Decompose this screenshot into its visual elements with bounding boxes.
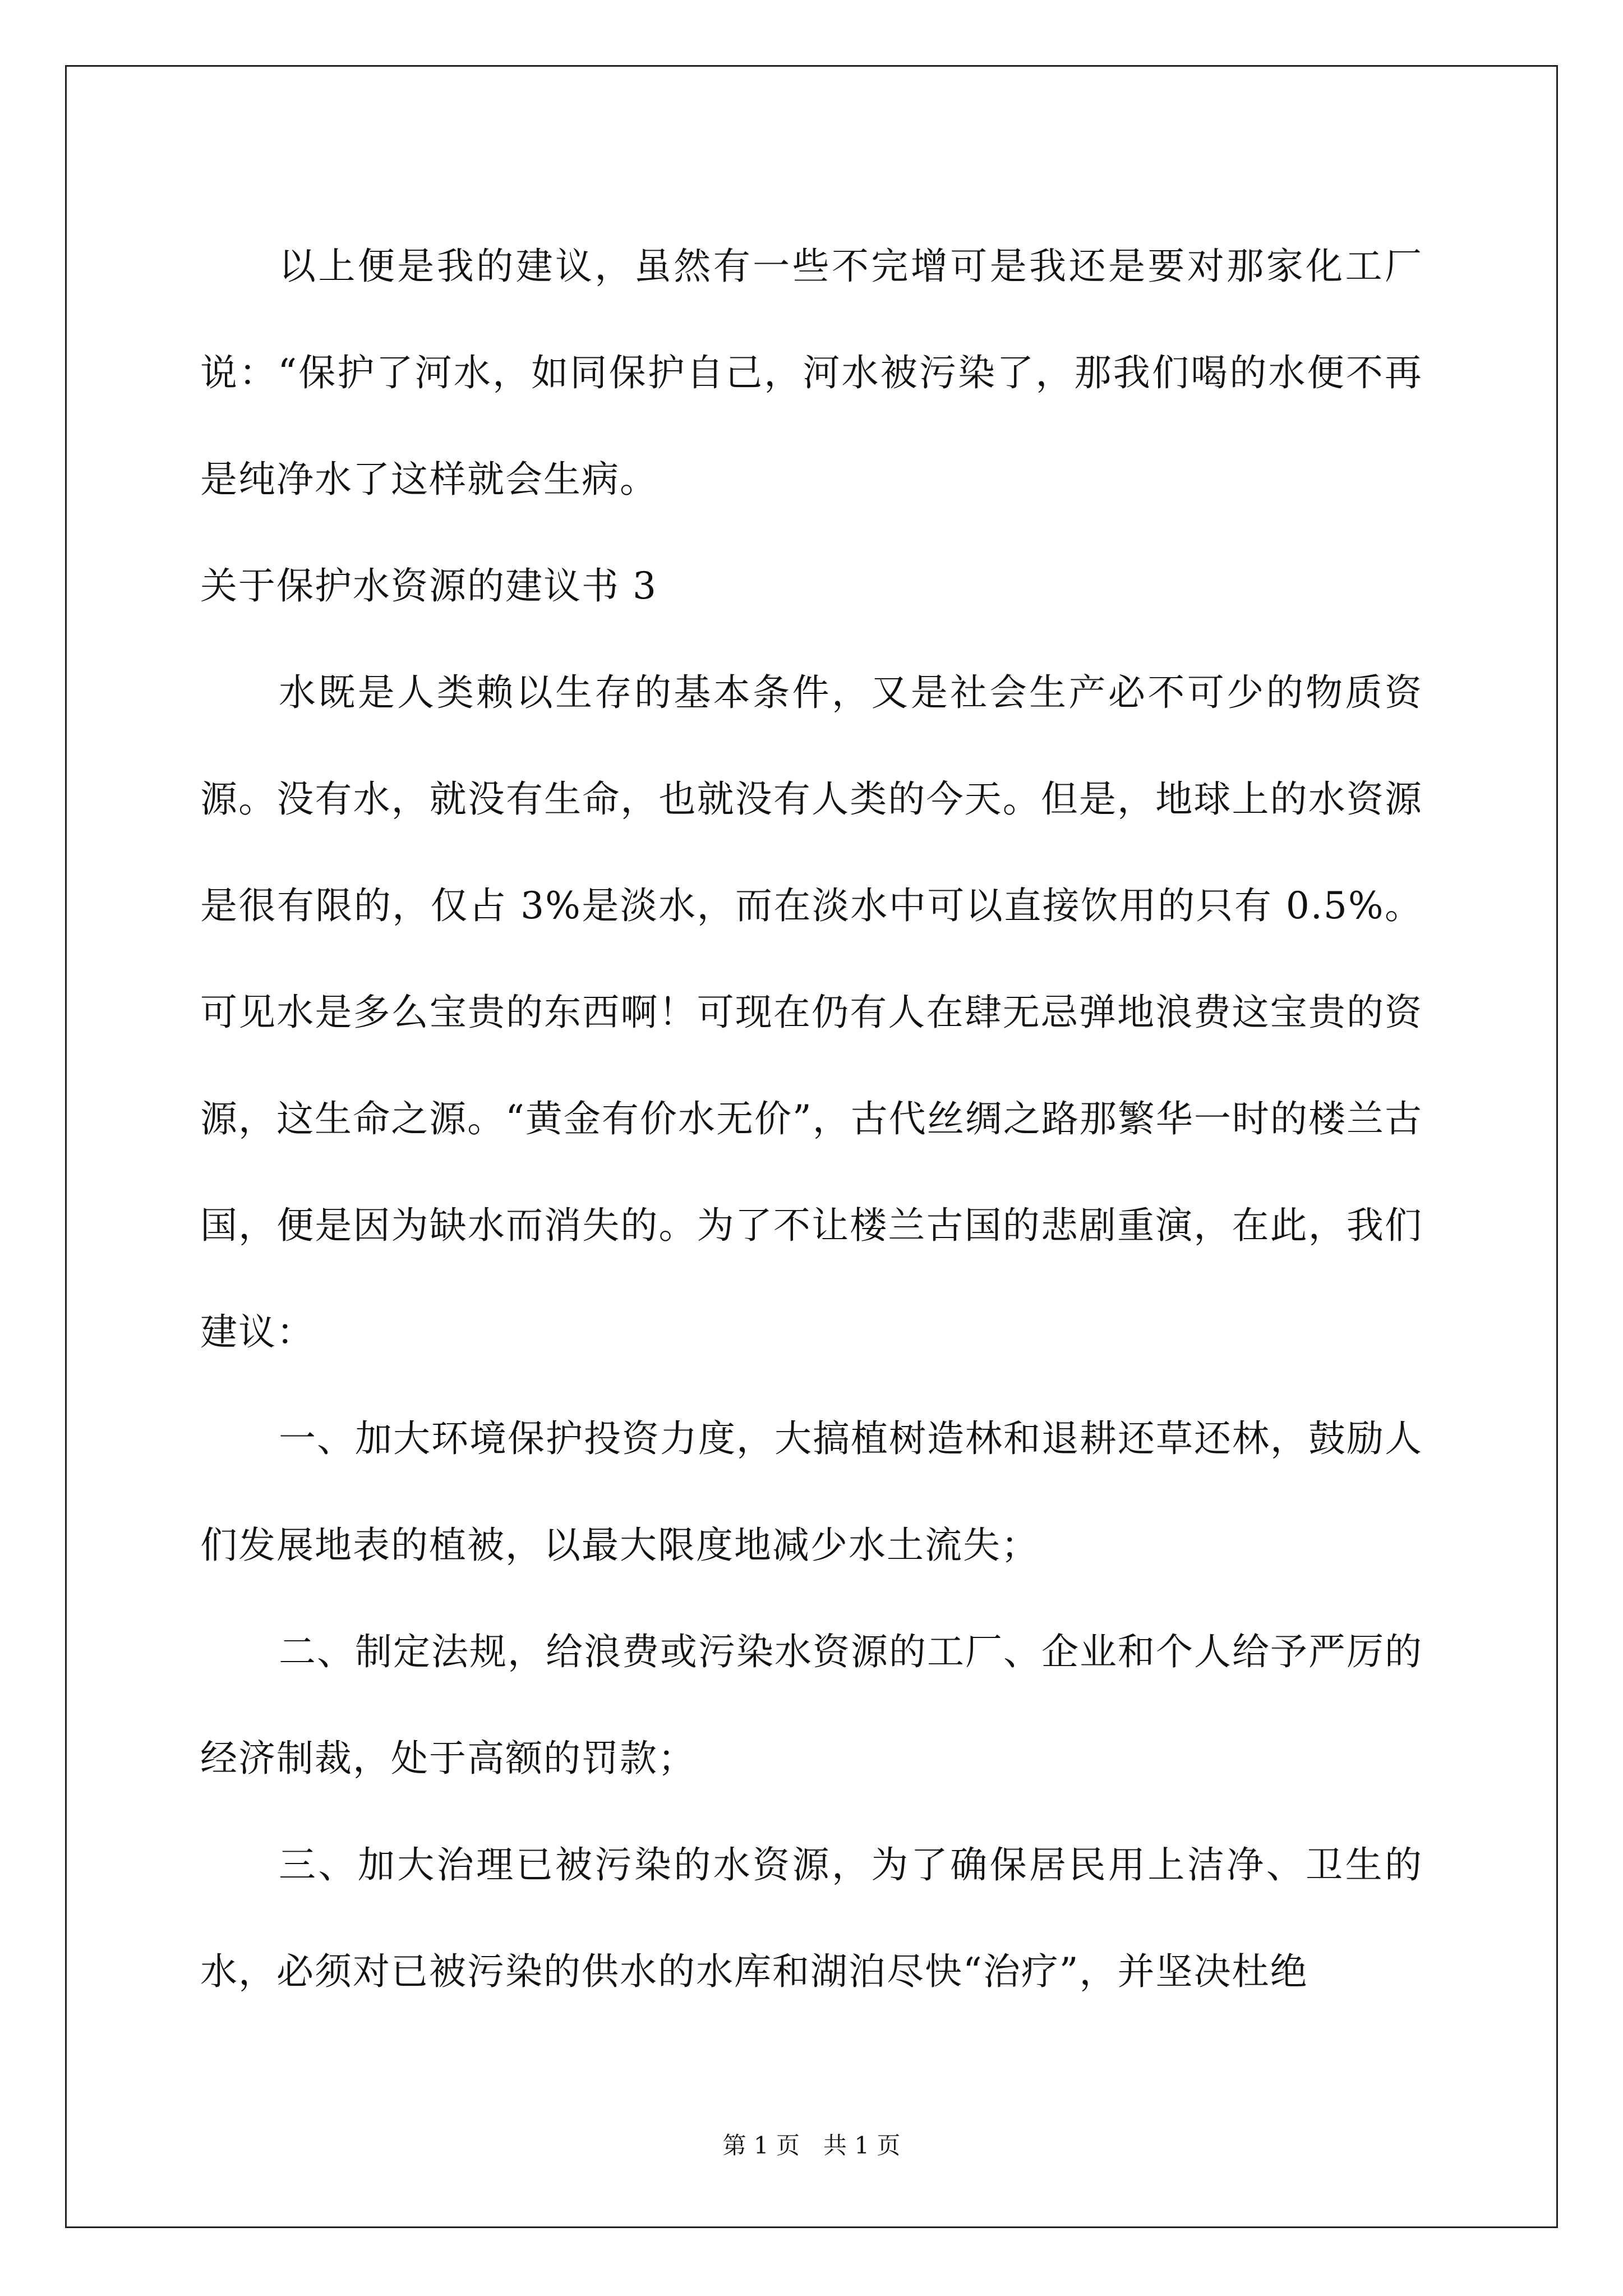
paragraph-suggestion-1: 一、加大环境保护投资力度，大搞植树造林和退耕还草还林，鼓励人们发展地表的植被，以最大限度地减少水土流失；	[200, 1417, 1423, 1567]
paragraph-conclusion: 以上便是我的建议，虽然有一些不完增可是我还是要对那家化工厂说：“保护了河水，如同保护自己，河水被污染了，那我们喝的水便不再是纯净水了这样就会生病。	[200, 245, 1423, 501]
section-heading: 关于保护水资源的建议书 3	[200, 564, 657, 608]
document-body	[200, 213, 1423, 2025]
paragraph-suggestion-3: 三、加大治理已被污染的水资源，为了确保居民用上洁净、卫生的水，必须对已被污染的供水的水库和湖泊尽快“治疗”，并坚决杜绝	[200, 1843, 1423, 1993]
paragraph-intro: 水既是人类赖以生存的基本条件，又是社会生产必不可少的物质资源。没有水，就没有生命，也就没有人类的今天。但是，地球上的水资源是很有限的，仅占 3%是淡水，而在淡水中可以直接饮用的只有 0.5%。可见水是多么宝贵的东西啊！可现在仍有人在肆无忌弹地浪费这宝贵的资源，这生命之源。“黄金有价水无价”，古代丝绸之路那繁华一时的楼兰古国，便是因为缺水而消失的。为了不让楼兰古国的悲剧重演，在此，我们建议：	[200, 671, 1423, 1354]
paragraph-suggestion-2: 二、制定法规，给浪费或污染水资源的工厂、企业和个人给予严厉的经济制裁，处于高额的罚款；	[200, 1630, 1423, 1780]
page-footer: 第 1 页 共 1 页	[722, 2132, 901, 2159]
